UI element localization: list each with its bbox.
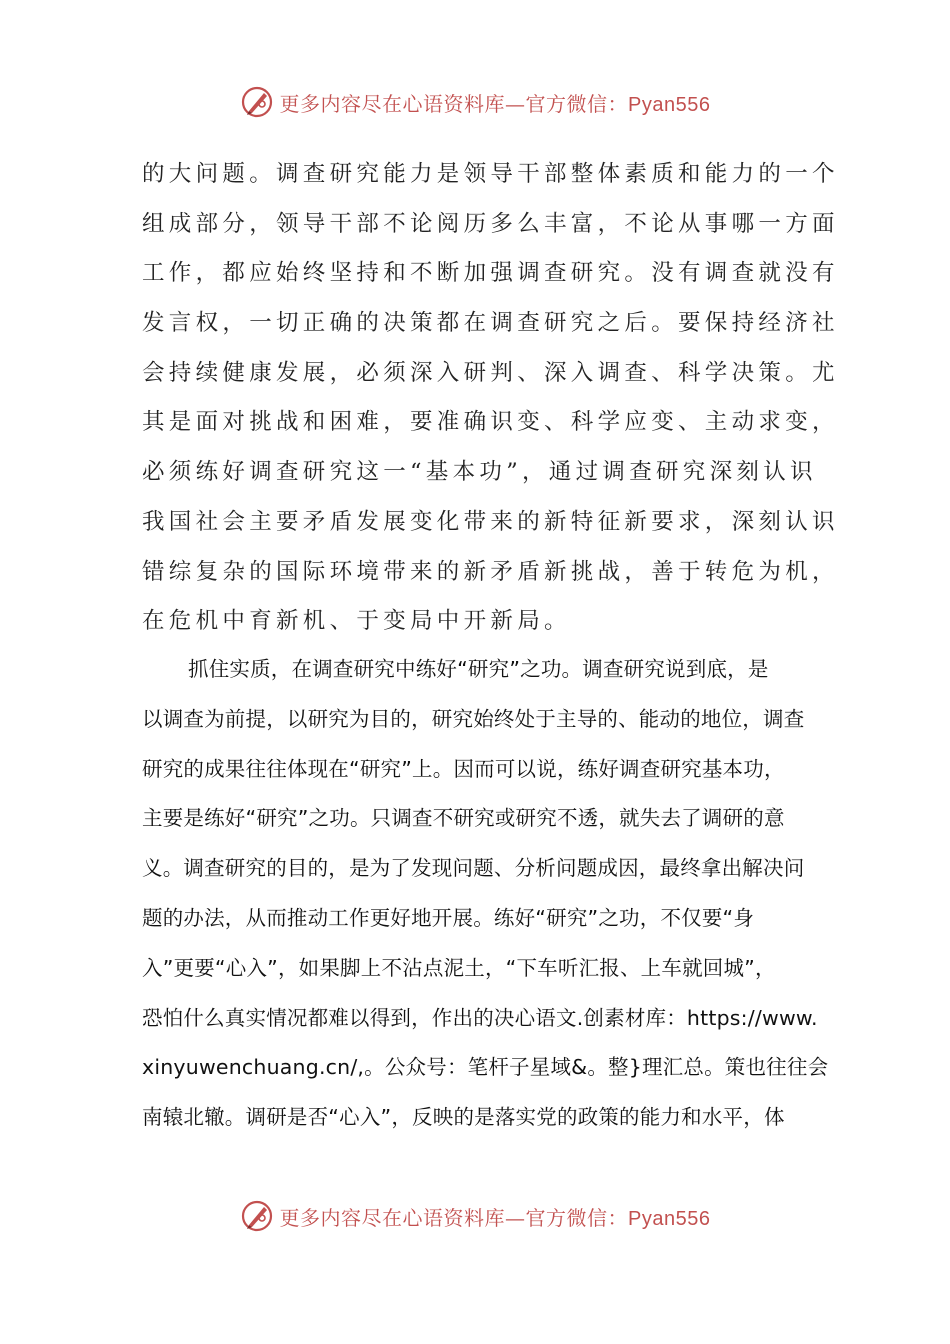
header-banner-id: Pyan556 bbox=[628, 93, 711, 116]
text-line: xinyuwenchuang.cn/,。公众号：笔杆子星域&。整}理汇总。策也往往会 bbox=[142, 1055, 829, 1080]
paragraph-2 bbox=[142, 645, 829, 1143]
pen-logo-icon bbox=[240, 1199, 274, 1233]
text-line: 恐怕什么真实情况都难以得到，作出的决心语文.创素材库：https://www. bbox=[142, 1005, 818, 1030]
text-line: 入”更要“心入”，如果脚上不沾点泥土，“下车听汇报、上车就回城”， bbox=[142, 955, 776, 980]
pen-logo-icon bbox=[240, 85, 274, 119]
text-line: 会持续健康发展，必须深入研判、深入调查、科学决策。尤 bbox=[142, 359, 839, 386]
text-line: 研究的成果往往体现在“研究”上。因而可以说，练好调查研究基本功， bbox=[142, 756, 785, 781]
text-line: 其是面对挑战和困难，要准确识变、科学应变、主动求变， bbox=[142, 409, 839, 436]
text-line: 以调查为前提，以研究为目的，研究始终处于主导的、能动的地位，调查 bbox=[142, 706, 805, 731]
footer-banner-label: 更多内容尽在心语资料库—官方微信： bbox=[279, 1205, 629, 1230]
text-line: 错综复杂的国际环境带来的新矛盾新挑战，善于转危为机， bbox=[142, 558, 839, 585]
text-line: 工作，都应始终坚持和不断加强调查研究。没有调查就没有 bbox=[142, 260, 839, 287]
header-banner bbox=[0, 82, 950, 122]
text-line: 主要是练好“研究”之功。只调查不研究或研究不透，就失去了调研的意 bbox=[142, 806, 785, 831]
footer-banner-id: Pyan556 bbox=[628, 1207, 711, 1230]
footer-banner-text bbox=[280, 1202, 711, 1231]
text-line: 南辕北辙。调研是否“心入”，反映的是落实党的政策的能力和水平，体 bbox=[142, 1105, 785, 1130]
text-line: 组成部分，领导干部不论阅历多么丰富，不论从事哪一方面 bbox=[142, 210, 839, 237]
header-banner-label: 更多内容尽在心语资料库—官方微信： bbox=[279, 91, 629, 116]
text-line: 在危机中育新机、于变局中开新局。 bbox=[142, 608, 571, 635]
text-line: 发言权，一切正确的决策都在调查研究之后。要保持经济社 bbox=[142, 310, 839, 337]
text-line: 义。调查研究的目的，是为了发现问题、分析问题成因，最终拿出解决问 bbox=[142, 856, 805, 881]
text-line: 题的办法，从而推动工作更好地开展。练好“研究”之功，不仅要“身 bbox=[142, 905, 755, 930]
footer-banner bbox=[0, 1196, 950, 1236]
text-line: 我国社会主要矛盾发展变化带来的新特征新要求，深刻认识 bbox=[142, 508, 839, 535]
header-banner-text bbox=[280, 88, 711, 117]
text-line: 抓住实质，在调查研究中练好“研究”之功。调查研究说到底，是 bbox=[188, 657, 769, 681]
paragraph-1 bbox=[142, 150, 839, 647]
text-line: 的大问题。调查研究能力是领导干部整体素质和能力的一个 bbox=[142, 161, 839, 187]
text-line: 必须练好调查研究这一“基本功”，通过调查研究深刻认识 bbox=[142, 459, 817, 486]
